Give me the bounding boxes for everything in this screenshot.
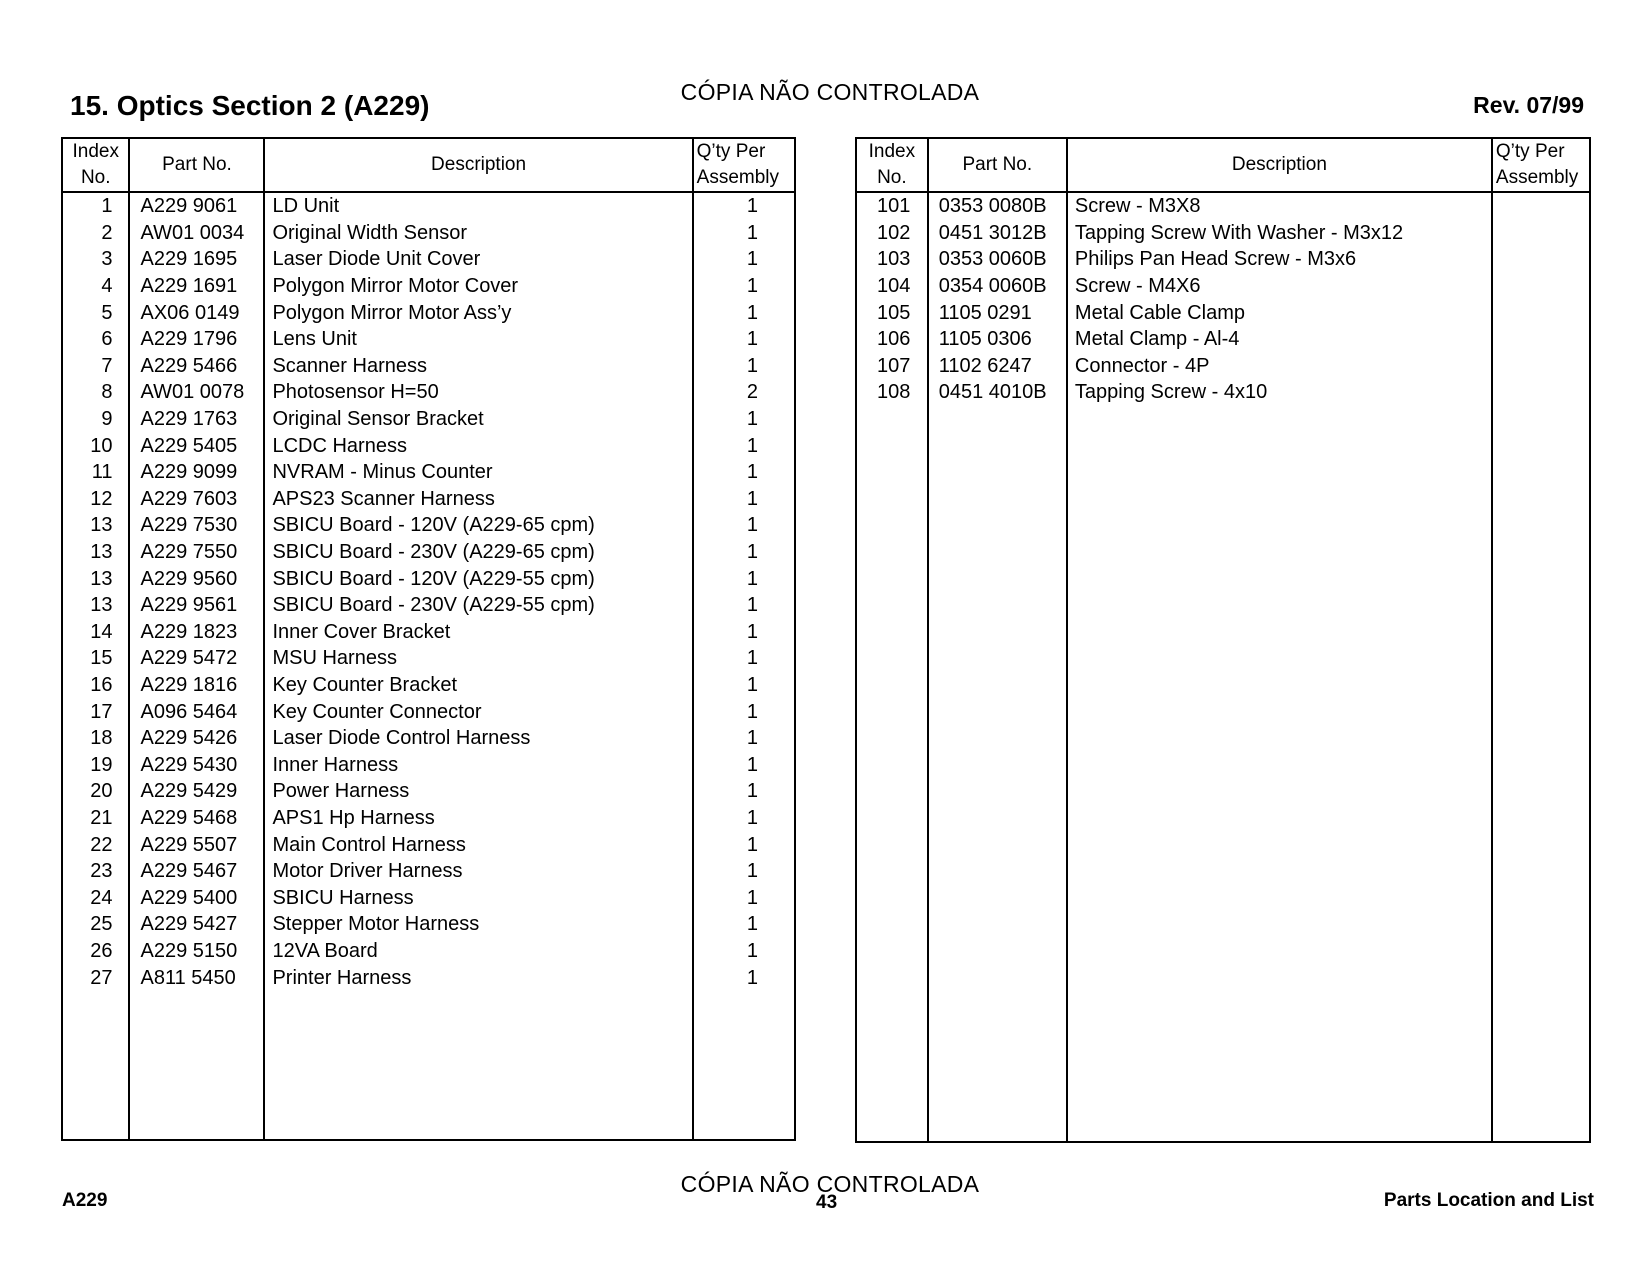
description-cell: LD Unit <box>264 192 692 220</box>
table-row <box>62 911 795 938</box>
qty-cell <box>1492 353 1590 380</box>
parts-table-right <box>855 137 1591 1143</box>
description-cell: Laser Diode Control Harness <box>264 725 692 752</box>
index-cell: 15 <box>90 647 113 670</box>
part-no-cell: A229 1823 <box>129 619 264 646</box>
part-no-cell: A229 7530 <box>129 512 264 539</box>
index-cell: 16 <box>90 673 113 696</box>
table-row <box>62 379 795 406</box>
description-cell: Laser Diode Unit Cover <box>264 246 692 273</box>
part-no-cell: A096 5464 <box>129 698 264 725</box>
part-no-cell: 1105 0291 <box>928 299 1067 326</box>
qty-cell: 1 <box>693 698 795 725</box>
index-cell: 102 <box>877 221 911 244</box>
index-cell: 106 <box>877 328 911 351</box>
index-cell: 17 <box>90 700 113 723</box>
index-cell: 108 <box>877 381 911 404</box>
table-filler-row <box>856 406 1590 1142</box>
description-cell: Power Harness <box>264 778 692 805</box>
index-cell: 12 <box>90 487 113 510</box>
table-row <box>62 220 795 247</box>
description-cell: SBICU Board - 120V (A229-65 cpm) <box>264 512 692 539</box>
part-no-cell: A229 1695 <box>129 246 264 273</box>
description-cell: Inner Harness <box>264 751 692 778</box>
qty-cell <box>1492 246 1590 273</box>
table-row <box>62 964 795 991</box>
table-row <box>62 672 795 699</box>
table-row <box>62 778 795 805</box>
part-no-cell: 1102 6247 <box>928 353 1067 380</box>
part-no-cell: 0451 4010B <box>928 379 1067 406</box>
qty-cell: 1 <box>693 459 795 486</box>
index-cell: 5 <box>101 301 113 324</box>
qty-cell: 1 <box>693 884 795 911</box>
qty-cell <box>1492 273 1590 300</box>
qty-cell: 1 <box>693 592 795 619</box>
description-cell: Photosensor H=50 <box>264 379 692 406</box>
table-row <box>62 831 795 858</box>
part-no-cell: A229 9061 <box>129 192 264 220</box>
table-row <box>62 751 795 778</box>
qty-cell: 1 <box>693 858 795 885</box>
description-cell: Main Control Harness <box>264 831 692 858</box>
part-no-cell: A229 5405 <box>129 432 264 459</box>
empty-cell <box>264 991 692 1140</box>
part-no-cell: A229 9560 <box>129 565 264 592</box>
index-cell: 26 <box>90 939 113 962</box>
part-no-cell: 1105 0306 <box>928 326 1067 353</box>
description-cell: SBICU Board - 120V (A229-55 cpm) <box>264 565 692 592</box>
index-cell: 13 <box>90 567 113 590</box>
table-row <box>856 326 1590 353</box>
index-cell: 101 <box>877 195 911 218</box>
qty-cell: 1 <box>693 353 795 380</box>
qty-cell: 1 <box>693 486 795 513</box>
qty-cell <box>1492 326 1590 353</box>
part-no-cell: A811 5450 <box>129 964 264 991</box>
table-row <box>62 192 795 220</box>
parts-table-left <box>61 137 796 1141</box>
revision-label: Rev. 07/99 <box>1473 92 1584 118</box>
part-no-cell: A229 9099 <box>129 459 264 486</box>
index-cell: 25 <box>90 913 113 936</box>
part-no-cell: A229 1796 <box>129 326 264 353</box>
index-cell: 10 <box>90 434 113 457</box>
part-no-cell: A229 5400 <box>129 884 264 911</box>
description-cell: Original Sensor Bracket <box>264 406 692 433</box>
description-cell: Printer Harness <box>264 964 692 991</box>
index-cell: 3 <box>101 248 113 271</box>
description-cell: Metal Cable Clamp <box>1067 299 1492 326</box>
qty-cell: 1 <box>693 406 795 433</box>
part-no-column-header: Part No. <box>928 138 1067 192</box>
footer-model: A229 <box>62 1190 108 1211</box>
description-cell: Tapping Screw With Washer - M3x12 <box>1067 220 1492 247</box>
qty-cell: 1 <box>693 432 795 459</box>
page-number: 43 <box>816 1192 838 1213</box>
table-row <box>62 406 795 433</box>
index-cell: 1 <box>101 195 113 218</box>
table-row <box>62 938 795 965</box>
index-cell: 8 <box>101 381 113 404</box>
table-row <box>62 539 795 566</box>
description-cell: APS1 Hp Harness <box>264 805 692 832</box>
table-row <box>856 299 1590 326</box>
index-cell: 4 <box>101 275 113 298</box>
table-row <box>62 698 795 725</box>
description-cell: Screw - M3X8 <box>1067 192 1492 220</box>
table-row <box>856 192 1590 220</box>
part-no-cell: AW01 0078 <box>129 379 264 406</box>
qty-cell: 1 <box>693 512 795 539</box>
part-no-cell: 0353 0060B <box>928 246 1067 273</box>
part-no-cell: A229 7603 <box>129 486 264 513</box>
description-cell: Scanner Harness <box>264 353 692 380</box>
index-cell: 18 <box>90 727 113 750</box>
description-column-header: Description <box>264 138 692 192</box>
index-cell: 2 <box>101 221 113 244</box>
table-row <box>62 619 795 646</box>
table-row <box>62 884 795 911</box>
description-cell: Stepper Motor Harness <box>264 911 692 938</box>
description-cell: LCDC Harness <box>264 432 692 459</box>
description-cell: Polygon Mirror Motor Ass’y <box>264 299 692 326</box>
qty-cell: 1 <box>693 725 795 752</box>
index-cell: 104 <box>877 275 911 298</box>
table-row <box>62 725 795 752</box>
part-no-cell: A229 9561 <box>129 592 264 619</box>
index-cell: 27 <box>90 966 113 989</box>
qty-cell: 1 <box>693 565 795 592</box>
part-no-cell: A229 5427 <box>129 911 264 938</box>
index-cell: 24 <box>90 886 113 909</box>
empty-cell <box>1492 406 1590 1142</box>
watermark-top: CÓPIA NÃO CONTROLADA <box>680 79 980 105</box>
table-row <box>62 459 795 486</box>
empty-cell <box>693 991 795 1140</box>
description-cell: MSU Harness <box>264 645 692 672</box>
table-row <box>856 220 1590 247</box>
qty-cell <box>1492 192 1590 220</box>
qty-cell <box>1492 220 1590 247</box>
description-cell: 12VA Board <box>264 938 692 965</box>
table-row <box>856 353 1590 380</box>
description-cell: Polygon Mirror Motor Cover <box>264 273 692 300</box>
empty-cell <box>129 991 264 1140</box>
table-row <box>62 299 795 326</box>
index-cell: 107 <box>877 354 911 377</box>
qty-cell: 1 <box>693 192 795 220</box>
qty-cell: 1 <box>693 246 795 273</box>
description-cell: Lens Unit <box>264 326 692 353</box>
qty-cell: 1 <box>693 220 795 247</box>
table-row <box>62 645 795 672</box>
description-cell: Key Counter Bracket <box>264 672 692 699</box>
description-cell: Screw - M4X6 <box>1067 273 1492 300</box>
part-no-cell: A229 7550 <box>129 539 264 566</box>
table-row <box>856 379 1590 406</box>
description-cell: SBICU Harness <box>264 884 692 911</box>
index-cell: 105 <box>877 301 911 324</box>
table-row <box>62 353 795 380</box>
part-no-cell: A229 5507 <box>129 831 264 858</box>
index-cell: 14 <box>90 620 113 643</box>
qty-column-header: Q’ty Per Assembly <box>1492 138 1590 192</box>
description-cell: Key Counter Connector <box>264 698 692 725</box>
table-row <box>62 592 795 619</box>
qty-cell: 1 <box>693 273 795 300</box>
index-column-header: Index No. <box>62 138 129 192</box>
table-row <box>62 273 795 300</box>
part-no-cell: 0354 0060B <box>928 273 1067 300</box>
empty-cell <box>856 406 928 1142</box>
description-cell: APS23 Scanner Harness <box>264 486 692 513</box>
part-no-cell: A229 5468 <box>129 805 264 832</box>
table-row <box>62 432 795 459</box>
description-cell: Philips Pan Head Screw - M3x6 <box>1067 246 1492 273</box>
table-row <box>62 486 795 513</box>
part-no-column-header: Part No. <box>129 138 264 192</box>
description-cell: Inner Cover Bracket <box>264 619 692 646</box>
table-header-row <box>62 138 795 192</box>
index-cell: 19 <box>90 753 113 776</box>
page-title: 15. Optics Section 2 (A229) <box>70 90 430 121</box>
part-no-cell: AX06 0149 <box>129 299 264 326</box>
qty-column-header: Q’ty Per Assembly <box>693 138 795 192</box>
index-cell: 22 <box>90 833 113 856</box>
part-no-cell: A229 5430 <box>129 751 264 778</box>
table-header-row <box>856 138 1590 192</box>
qty-cell: 1 <box>693 964 795 991</box>
qty-cell: 1 <box>693 326 795 353</box>
table-row <box>856 273 1590 300</box>
part-no-cell: A229 1763 <box>129 406 264 433</box>
part-no-cell: A229 5429 <box>129 778 264 805</box>
index-cell: 20 <box>90 780 113 803</box>
part-no-cell: A229 1816 <box>129 672 264 699</box>
index-cell: 13 <box>90 541 113 564</box>
table-row <box>62 805 795 832</box>
part-no-cell: AW01 0034 <box>129 220 264 247</box>
index-cell: 6 <box>101 328 113 351</box>
index-cell: 9 <box>101 408 113 431</box>
index-cell: 7 <box>101 354 113 377</box>
part-no-cell: 0451 3012B <box>928 220 1067 247</box>
qty-cell <box>1492 299 1590 326</box>
empty-cell <box>1067 406 1492 1142</box>
part-no-cell: A229 5426 <box>129 725 264 752</box>
description-cell: NVRAM - Minus Counter <box>264 459 692 486</box>
empty-cell <box>62 991 129 1140</box>
qty-cell: 1 <box>693 911 795 938</box>
qty-cell: 1 <box>693 539 795 566</box>
footer-section: Parts Location and List <box>1383 1190 1594 1211</box>
qty-cell: 1 <box>693 778 795 805</box>
qty-cell: 1 <box>693 672 795 699</box>
index-cell: 23 <box>90 860 113 883</box>
qty-cell: 1 <box>693 805 795 832</box>
table-row <box>856 246 1590 273</box>
table-row <box>62 512 795 539</box>
part-no-cell: A229 5150 <box>129 938 264 965</box>
part-no-cell: A229 5472 <box>129 645 264 672</box>
qty-cell: 1 <box>693 751 795 778</box>
index-cell: 13 <box>90 594 113 617</box>
description-cell: Connector - 4P <box>1067 353 1492 380</box>
qty-cell: 2 <box>693 379 795 406</box>
index-cell: 11 <box>91 461 113 484</box>
description-cell: SBICU Board - 230V (A229-65 cpm) <box>264 539 692 566</box>
index-cell: 103 <box>877 248 911 271</box>
description-cell: Original Width Sensor <box>264 220 692 247</box>
index-column-header: Index No. <box>856 138 928 192</box>
description-cell: Metal Clamp - Al-4 <box>1067 326 1492 353</box>
qty-cell: 1 <box>693 938 795 965</box>
qty-cell <box>1492 379 1590 406</box>
description-cell: Tapping Screw - 4x10 <box>1067 379 1492 406</box>
index-cell: 21 <box>90 806 113 829</box>
qty-cell: 1 <box>693 645 795 672</box>
description-column-header: Description <box>1067 138 1492 192</box>
part-no-cell: A229 5467 <box>129 858 264 885</box>
empty-cell <box>928 406 1067 1142</box>
table-filler-row <box>62 991 795 1140</box>
part-no-cell: 0353 0080B <box>928 192 1067 220</box>
watermark-bottom: CÓPIA NÃO CONTROLADA <box>680 1171 980 1197</box>
table-row <box>62 246 795 273</box>
table-row <box>62 858 795 885</box>
description-cell: SBICU Board - 230V (A229-55 cpm) <box>264 592 692 619</box>
table-row <box>62 326 795 353</box>
qty-cell: 1 <box>693 831 795 858</box>
part-no-cell: A229 1691 <box>129 273 264 300</box>
qty-cell: 1 <box>693 619 795 646</box>
description-cell: Motor Driver Harness <box>264 858 692 885</box>
index-cell: 13 <box>90 514 113 537</box>
part-no-cell: A229 5466 <box>129 353 264 380</box>
qty-cell: 1 <box>693 299 795 326</box>
table-row <box>62 565 795 592</box>
